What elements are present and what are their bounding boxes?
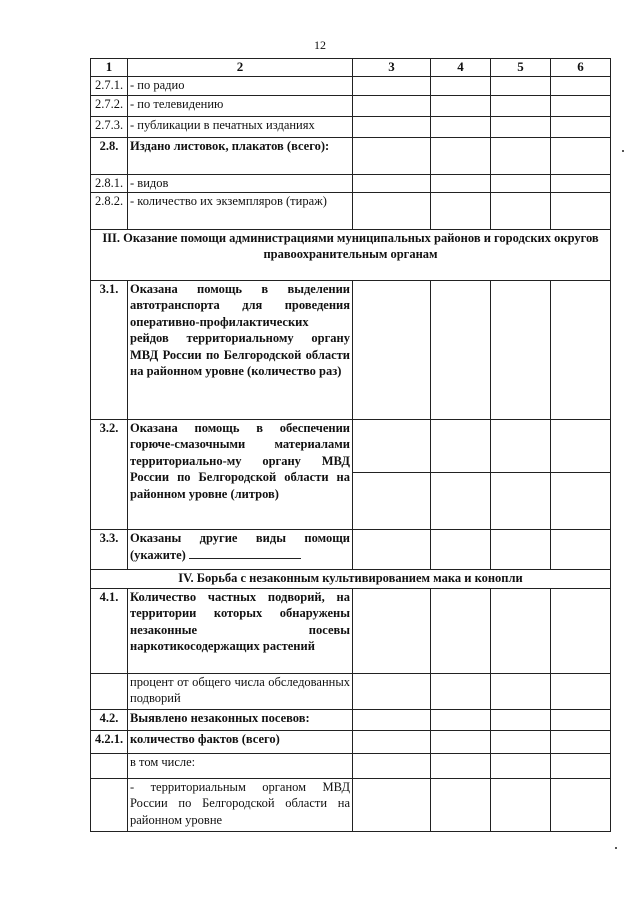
row-number: 3.3. xyxy=(91,529,128,569)
data-cell[interactable] xyxy=(353,730,431,753)
data-cell[interactable] xyxy=(353,529,431,569)
row-label: Издано листовок, плакатов (всего): xyxy=(128,137,353,174)
column-header: 2 xyxy=(128,59,353,77)
header-row xyxy=(91,59,611,77)
column-header: 6 xyxy=(551,59,611,77)
row-number: 2.8. xyxy=(91,137,128,174)
row-label: в том числе: xyxy=(128,753,353,778)
data-cell[interactable] xyxy=(431,753,491,778)
data-cell[interactable] xyxy=(431,280,491,419)
table-row xyxy=(91,76,611,95)
data-cell[interactable] xyxy=(551,76,611,95)
data-cell[interactable] xyxy=(491,588,551,673)
row-number: 2.8.1. xyxy=(91,174,128,192)
data-cell[interactable] xyxy=(431,174,491,192)
data-cell[interactable] xyxy=(551,419,611,472)
data-cell[interactable] xyxy=(551,192,611,229)
data-cell[interactable] xyxy=(491,472,551,529)
data-cell[interactable] xyxy=(431,673,491,709)
data-cell[interactable] xyxy=(431,709,491,730)
column-header: 4 xyxy=(431,59,491,77)
section-heading: III. Оказание помощи администрациями муниципальных районов и городских округов правоохранительным органам xyxy=(91,229,611,280)
data-cell[interactable] xyxy=(353,76,431,95)
table-row xyxy=(91,709,611,730)
data-cell[interactable] xyxy=(431,116,491,137)
data-cell[interactable] xyxy=(431,419,491,472)
scan-speck xyxy=(615,847,617,849)
data-cell[interactable] xyxy=(491,280,551,419)
data-cell[interactable] xyxy=(551,778,611,831)
row-number xyxy=(91,753,128,778)
data-cell[interactable] xyxy=(491,529,551,569)
data-cell[interactable] xyxy=(353,174,431,192)
row-label: Выявлено незаконных посевов: xyxy=(128,709,353,730)
data-cell[interactable] xyxy=(491,673,551,709)
row-label: - количество их экземпляров (тираж) xyxy=(128,192,353,229)
row-label xyxy=(128,529,353,569)
data-cell[interactable] xyxy=(353,778,431,831)
row-label: Оказана помощь в выделении автотранспорта для проведения оперативно-профилактических рейдов территориальному органу МВД России по Белгородской области на районном уровне (количество раз) xyxy=(128,280,353,419)
column-header: 1 xyxy=(91,59,128,77)
data-cell[interactable] xyxy=(431,76,491,95)
data-cell[interactable] xyxy=(353,116,431,137)
row-label: количество фактов (всего) xyxy=(128,730,353,753)
data-cell[interactable] xyxy=(353,588,431,673)
data-cell[interactable] xyxy=(431,192,491,229)
row-number: 2.8.2. xyxy=(91,192,128,229)
data-cell[interactable] xyxy=(353,673,431,709)
data-cell[interactable] xyxy=(353,753,431,778)
data-cell[interactable] xyxy=(353,192,431,229)
data-cell[interactable] xyxy=(551,174,611,192)
table-row xyxy=(91,588,611,673)
table-row xyxy=(91,116,611,137)
data-cell[interactable] xyxy=(431,588,491,673)
table-row xyxy=(91,192,611,229)
row-label: - публикации в печатных изданиях xyxy=(128,116,353,137)
data-cell[interactable] xyxy=(491,76,551,95)
table-row xyxy=(91,673,611,709)
row-number: 2.7.2. xyxy=(91,95,128,116)
fill-in-line[interactable] xyxy=(189,546,301,559)
data-cell[interactable] xyxy=(491,192,551,229)
row-number: 4.2.1. xyxy=(91,730,128,753)
data-cell[interactable] xyxy=(491,174,551,192)
table-row xyxy=(91,174,611,192)
table-row xyxy=(91,529,611,569)
data-cell[interactable] xyxy=(551,753,611,778)
data-cell[interactable] xyxy=(551,529,611,569)
data-cell[interactable] xyxy=(353,709,431,730)
section-row xyxy=(91,229,611,280)
data-cell[interactable] xyxy=(431,137,491,174)
data-cell[interactable] xyxy=(353,95,431,116)
table-row xyxy=(91,753,611,778)
data-cell[interactable] xyxy=(491,419,551,472)
data-cell[interactable] xyxy=(551,472,611,529)
data-cell[interactable] xyxy=(431,730,491,753)
row-label: - территориальным органом МВД России по Белгородской области на районном уровне xyxy=(128,778,353,831)
data-cell[interactable] xyxy=(353,472,431,529)
row-number: 2.7.1. xyxy=(91,76,128,95)
data-cell[interactable] xyxy=(491,95,551,116)
row-number: 2.7.3. xyxy=(91,116,128,137)
page-number: 12 xyxy=(314,38,326,52)
row-number xyxy=(91,778,128,831)
table-row xyxy=(91,95,611,116)
row-number: 4.1. xyxy=(91,588,128,673)
scan-speck xyxy=(622,150,624,152)
data-cell[interactable] xyxy=(551,137,611,174)
data-cell[interactable] xyxy=(491,778,551,831)
data-cell[interactable] xyxy=(551,730,611,753)
data-cell[interactable] xyxy=(353,137,431,174)
row-number: 3.2. xyxy=(91,419,128,529)
column-header: 3 xyxy=(353,59,431,77)
data-cell[interactable] xyxy=(431,95,491,116)
data-cell[interactable] xyxy=(491,137,551,174)
data-cell[interactable] xyxy=(551,709,611,730)
report-table xyxy=(90,58,611,832)
table-row xyxy=(91,730,611,753)
row-number: 3.1. xyxy=(91,280,128,419)
column-header: 5 xyxy=(491,59,551,77)
data-cell[interactable] xyxy=(431,472,491,529)
row-label: Оказана помощь в обеспечении горюче-смазочными материалами территориально-му органу МВД России по Белгородской области на районном уровне (литров) xyxy=(128,419,353,529)
row-label-text: Оказаны другие виды помощи (укажите) xyxy=(130,530,350,562)
table-row xyxy=(91,419,611,472)
data-cell[interactable] xyxy=(353,280,431,419)
data-cell[interactable] xyxy=(491,709,551,730)
data-cell[interactable] xyxy=(431,778,491,831)
table-row xyxy=(91,778,611,831)
data-cell[interactable] xyxy=(431,529,491,569)
row-label: - по радио xyxy=(128,76,353,95)
section-heading: IV. Борьба с незаконным культивированием мака и конопли xyxy=(91,569,611,588)
data-cell[interactable] xyxy=(551,95,611,116)
data-cell[interactable] xyxy=(551,116,611,137)
data-cell[interactable] xyxy=(491,753,551,778)
table-row xyxy=(91,280,611,419)
row-label: - видов xyxy=(128,174,353,192)
data-cell[interactable] xyxy=(551,280,611,419)
row-label: - по телевидению xyxy=(128,95,353,116)
data-cell[interactable] xyxy=(551,673,611,709)
row-label: процент от общего числа обследованных подворий xyxy=(128,673,353,709)
table-row xyxy=(91,137,611,174)
data-cell[interactable] xyxy=(353,419,431,472)
row-number xyxy=(91,673,128,709)
data-cell[interactable] xyxy=(491,116,551,137)
data-cell[interactable] xyxy=(551,588,611,673)
row-number: 4.2. xyxy=(91,709,128,730)
section-row xyxy=(91,569,611,588)
data-cell[interactable] xyxy=(491,730,551,753)
row-label: Количество частных подворий, на территории которых обнаружены незаконные посевы наркотикосодержащих растений xyxy=(128,588,353,673)
